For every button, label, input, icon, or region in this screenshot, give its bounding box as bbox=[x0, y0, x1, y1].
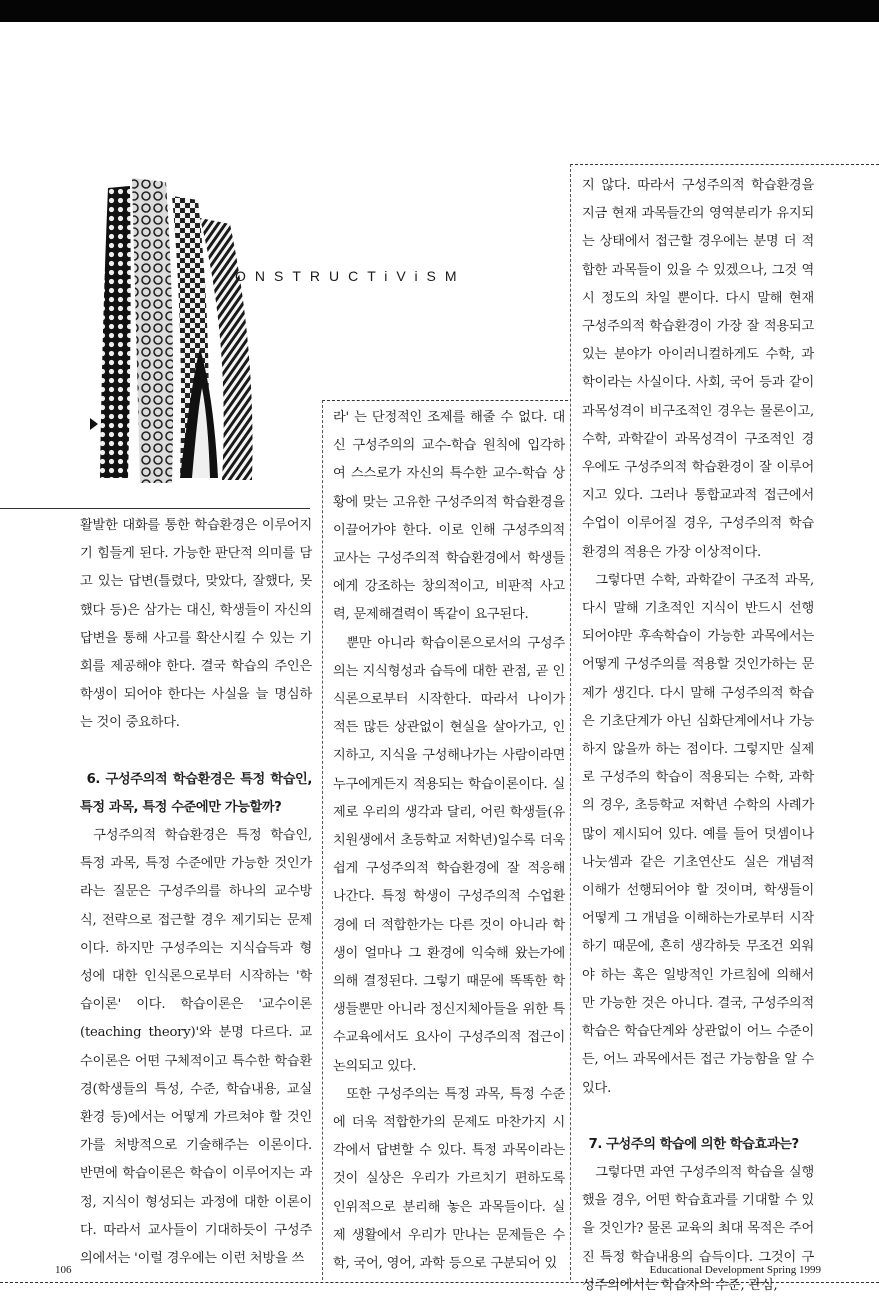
section-7-heading: 7. 구성주의 학습에 의한 학습효과는? bbox=[588, 1136, 799, 1152]
right-column bbox=[582, 172, 814, 1300]
middle-paragraph-2: 뿐만 아니라 학습이론으로서의 구성주의는 지식형성과 습득에 대한 관점, 곧 인식론으로부터 시작한다. 따라서 나이가 적든 많든 상관없이 현실을 살아가고, 인지하고, 지식을 구성해나가는 사람이라면 누구에게든지 적용되는 학습이론이다. 실제로 우리의 생각과 달리, 어린 학생들(유치원생에서 초등학교 저학년)일수록 더욱 쉽게 구성주의적 학습환경에 잘 적응해 나간다. 특정 학생이 구성주의적 수업환경에 더 적합한가는 다른 것이 아니라 학생이 얼마나 그 환경에 익숙해 왔는가에 의해 결정된다. 그렇기 때문에 똑똑한 학생들뿐만 아니라 정신지체아들을 위한 특수교육에서도 요사이 구성주의적 접근이 논의되고 있다. bbox=[333, 635, 565, 1074]
constructivism-wordmark: ONSTRUCTiViSM bbox=[235, 268, 466, 284]
constructivism-artwork bbox=[80, 178, 260, 498]
page-number: 106 bbox=[55, 1264, 72, 1276]
left-column bbox=[80, 512, 312, 1273]
journal-footer: Educational Development Spring 1999 bbox=[649, 1264, 821, 1276]
right-column-divider bbox=[570, 164, 571, 1280]
right-paragraph-1: 지 않다. 따라서 구성주의적 학습환경을 지금 현재 과목들간의 영역분리가 유지되는 상태에서 접근할 경우에는 분명 더 적합한 과목들이 있을 수 있겠으나, 그것 역시 정도의 차일 뿐이다. 다시 말해 현재 구성주의적 학습환경이 가장 잘 적용되고 있는 분야가 아이러니컬하게도 수학, 과학이라는 사실이다. 사회, 국어 등과 같이 과목성격이 비구조적인 경우는 물론이고, 수학, 과학같이 과목성격이 구조적인 경우에도 구성주의적 학습환경이 잘 이루어지고 있다. 그러나 통합교과적 접근에서 수업이 이루어질 경우, 구성주의적 학습환경의 적용은 가장 이상적이다. bbox=[582, 178, 814, 560]
top-black-bar bbox=[0, 0, 879, 22]
left-paragraph-1: 활발한 대화를 통한 학습환경은 이루어지기 힘들게 된다. 가능한 판단적 의미를 담고 있는 답변(틀렸다, 맞았다, 잘했다, 못했다 등)은 삼가는 대신, 학생들이 자신의 답변을 통해 사고를 확산시킬 수 있는 기회를 제공해야 한다. 결국 학습의 주인은 학생이 되어야 한다는 사실을 늘 명심하는 것이 중요하다. bbox=[80, 518, 312, 731]
right-paragraph-2: 그렇다면 수학, 과학같이 구조적 과목, 다시 말해 기초적인 지식이 반드시 선행되어야만 후속학습이 가능한 과목에서는 어떻게 구성주의를 적용할 것인가하는 문제가 생긴다. 다시 말해 구성주의적 학습은 기초단계가 아닌 심화단계에서나 가능하지 않을까 하는 점이다. 그렇지만 실제로 구성주의 학습이 적용되는 수학, 과학의 경우, 초등학교 저학년 수학의 사례가 많이 제시되어 있다. 예를 들어 덧셈이나 나눗셈과 같은 기초연산도 실은 개념적 이해가 선행되어야 할 것이며, 학생들이 어떻게 그 개념을 이해하는가로부터 시작하기 때문에, 흔히 생각하듯 무조건 외워야 하는 혹은 일방적인 가르침에 의해서만 가능한 것은 아니다. 결국, 구성주의적 학습은 학습단계와 상관없이 어느 수준이든, 어느 과목에서든 접근 가능함을 알 수 있다. bbox=[582, 572, 814, 1096]
left-paragraph-2: 구성주의적 학습환경은 특정 학습인, 특정 과목, 특정 수준에만 가능한 것인가 라는 질문은 구성주의를 하나의 교수방식, 전략으로 접근할 경우 제기되는 문제이다. 하지만 구성주의는 지식습득과 형성에 대한 인식론으로부터 시작하는 '학습이론' 이다. 학습이론은 '교수이론(teaching theory)'와 분명 다르다. 교수이론은 어떤 구체적이고 특수한 학습환경(학생들의 특성, 수준, 학습내용, 교실환경 등)에서는 어떻게 가르쳐야 할 것인가를 처방적으로 기술해주는 이론이다. 반면에 학습이론은 학습이 이루어지는 과정, 지식이 형성되는 과정에 대한 이론이다. 따라서 교사들이 기대하듯이 구성주의에서는 '이럴 경우에는 이런 처방을 쓰 bbox=[80, 828, 312, 1267]
section-6-heading: 6. 구성주의적 학습환경은 특정 학습인, 특정 과목, 특정 수준에만 가능할까? bbox=[80, 771, 312, 815]
middle-paragraph-3: 또한 구성주의는 특정 과목, 특정 수준에 더욱 적합한가의 문제도 마찬가지 시각에서 답변할 수 있다. 특정 과목이라는 것이 실상은 우리가 가르치기 편하도록 인위적으로 분리해 놓은 과목들이다. 실제 생활에서 우리가 만나는 문제들은 수학, 국어, 영어, 과학 등으로 구분되어 있 bbox=[333, 1086, 565, 1272]
left-column-top-rule bbox=[0, 508, 310, 509]
middle-paragraph-1: 라' 는 단정적인 조제를 해줄 수 없다. 대신 구성주의의 교수-학습 원칙에 입각하여 스스로가 자신의 특수한 교수-학습 상황에 맞는 고유한 구성주의적 학습환경을 이끌어가야 한다. 이로 인해 구성주의적 교사는 구성주의적 학습환경에서 학생들에게 강조하는 창의적이고, 비판적 사고력, 문제해결력이 똑같이 요구된다. bbox=[333, 410, 565, 623]
middle-column-top-rule bbox=[322, 400, 568, 401]
right-column-top-rule bbox=[570, 164, 879, 165]
right-paragraph-3: 그렇다면 과연 구성주의적 학습을 실행했을 경우, 어떤 학습효과를 기대할 수 있을 것인가? 물론 교육의 최대 목적은 주어진 특정 학습내용의 습득이다. 그것이 구성주의에서는 학습자의 수준, 관심, bbox=[582, 1164, 814, 1293]
middle-column-divider bbox=[322, 400, 323, 1280]
middle-column bbox=[333, 404, 565, 1278]
